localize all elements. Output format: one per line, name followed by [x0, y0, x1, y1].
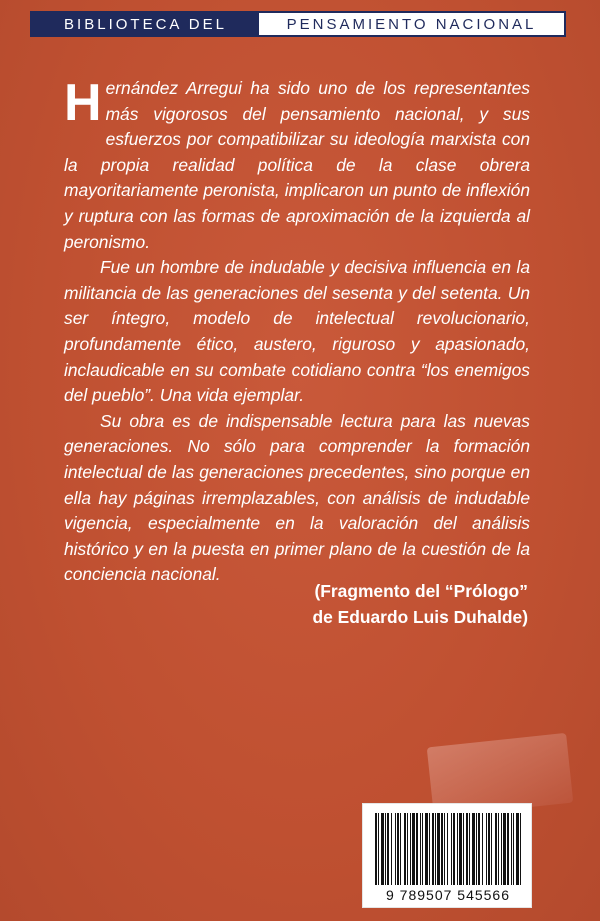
- isbn-barcode: [362, 803, 532, 908]
- blurb-paragraph-3: Su obra es de indispensable lectura para las nuevas generaciones. No sólo para comprender la formación intelectual de las generaciones precedentes, sino porque en ella hay páginas irremplazables, con análisis de indudable vigencia, especialmente en la valoración del análisis histórico y en la puesta en primer plano de la cuestión de la conciencia nacional.: [64, 410, 530, 585]
- isbn-number: 9 789507 545566: [386, 887, 510, 903]
- blurb-paragraph-1: [64, 76, 530, 255]
- series-header: [30, 11, 566, 37]
- series-label-left: BIBLIOTECA DEL: [32, 13, 259, 35]
- series-label-right: PENSAMIENTO NACIONAL: [286, 15, 537, 33]
- barcode-bars: [375, 813, 521, 885]
- back-cover-blurb: [64, 76, 530, 588]
- drop-cap: H: [64, 74, 102, 132]
- blurb-paragraph-1-text: ernández Arregui ha sido uno de los representantes más vigorosos del pensamiento nacional, y sus esfuerzos por compatibilizar su ideología marxista con la propia realidad política de la clase obrera mayoritariamente peronista, implicaron un punto de inflexión y ruptura con las formas de aproximación de la izquierda al peronismo.: [64, 78, 530, 252]
- credit-line-2: de Eduardo Luis Duhalde): [312, 607, 528, 627]
- blurb-paragraph-2: Fue un hombre de indudable y decisiva influencia en la militancia de las generaciones del sesenta y del setenta. Un ser íntegro, modelo de intelectual revolucionario, profundamente ético, austero, riguroso y apasionado, inclaudicable en su combate cotidiano contra “los enemigos del pueblo”. Una vida ejemplar.: [64, 257, 530, 406]
- credit-line-1: (Fragmento del “Prólogo”: [314, 581, 528, 601]
- prologue-credit: [313, 578, 528, 630]
